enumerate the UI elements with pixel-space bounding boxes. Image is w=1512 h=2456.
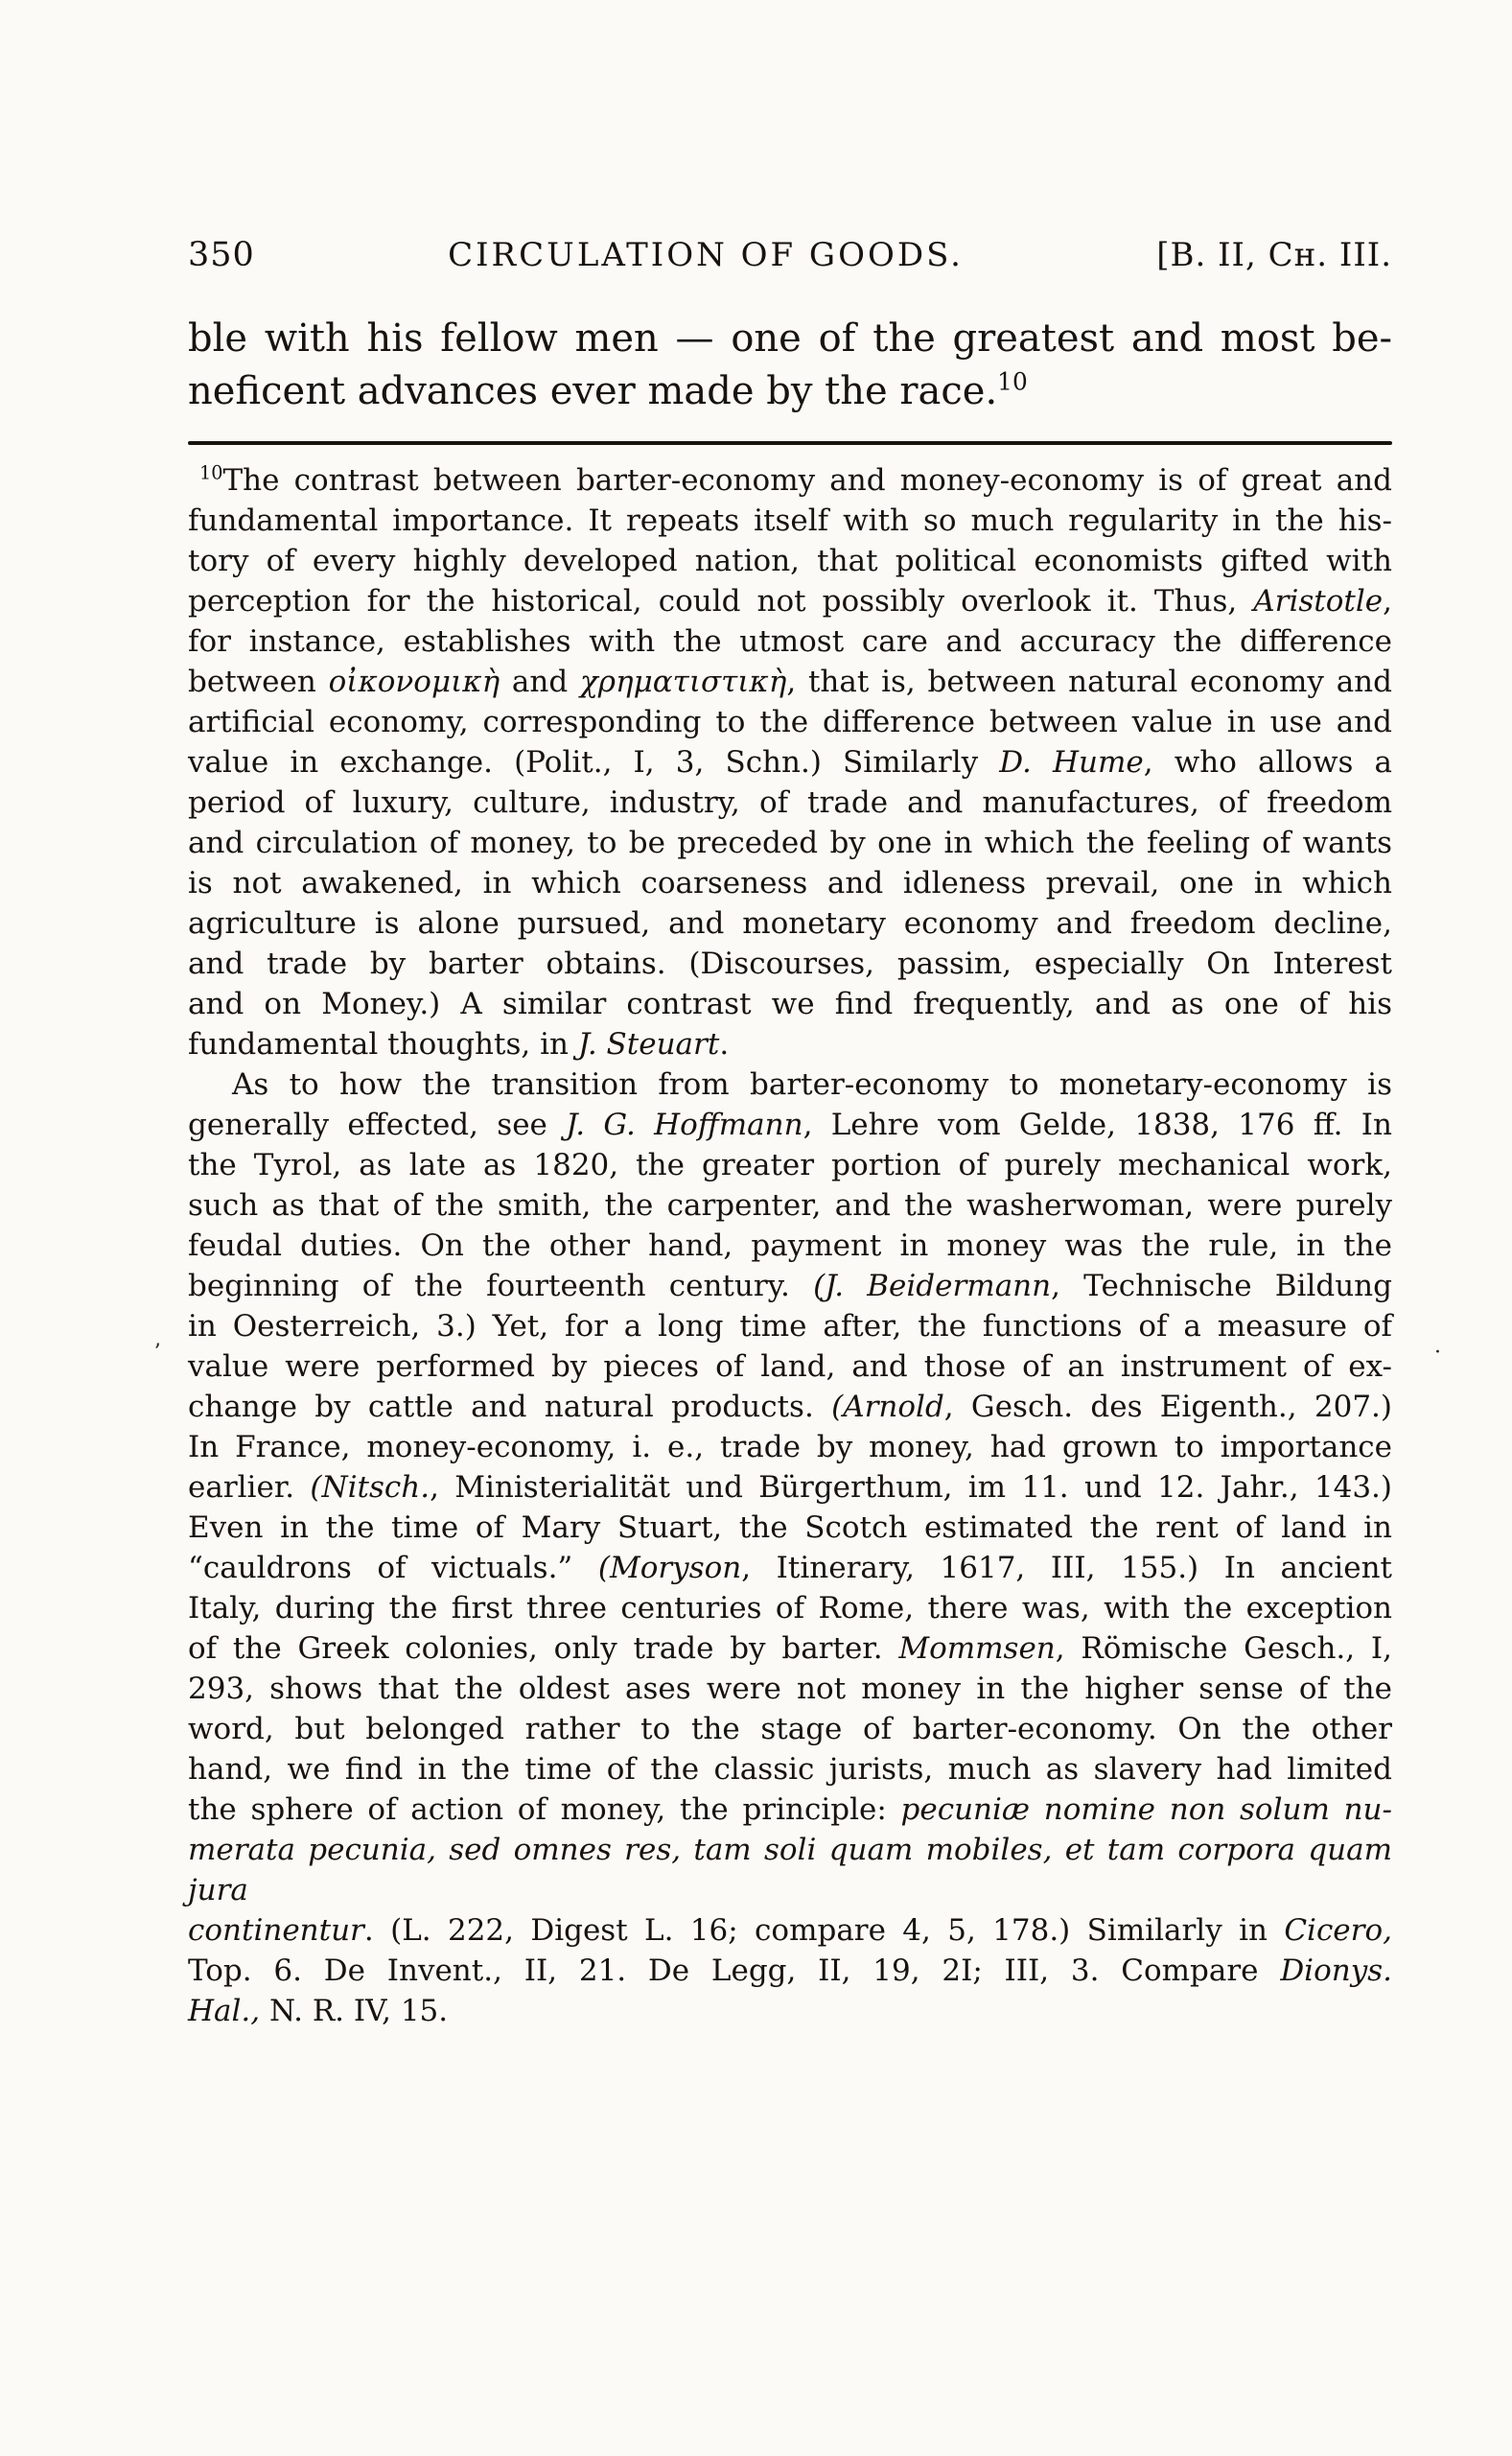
text-line: As to how the transition from barter-economy to monetary-economy is bbox=[232, 1067, 1392, 1102]
text-line: the Tyrol, as late as 1820, the greater portion of purely mechanical work, bbox=[188, 1148, 1392, 1182]
text-line: Hal., N. R. IV, 15. bbox=[188, 1994, 449, 2028]
text-line: and circulation of money, to be preceded by one in which the feeling of wants bbox=[188, 826, 1392, 860]
text-line: artificial economy, corresponding to the difference between value in use and bbox=[188, 705, 1392, 739]
text-line: and on Money.) A similar contrast we find frequently, and as one of his bbox=[188, 987, 1392, 1021]
text-column bbox=[188, 236, 1392, 2031]
text-line: change by cattle and natural products. (Arnold, Gesch. des Eigenth., 207.) bbox=[188, 1390, 1392, 1424]
text-line: value in exchange. (Polit., I, 3, Schn.) Similarly D. Hume, who allows a bbox=[188, 745, 1393, 780]
text-line: in Oesterreich, 3.) Yet, for a long time after, the functions of a measure of bbox=[188, 1309, 1392, 1344]
text-line: value were performed by pieces of land, and those of an instrument of ex- bbox=[188, 1349, 1392, 1384]
scan-speck-left: ʼ bbox=[153, 1341, 160, 1365]
text-line: fundamental thoughts, in J. Steuart. bbox=[188, 1027, 730, 1062]
chapter-reference: [B. II, Cʜ. III. bbox=[1156, 236, 1392, 274]
text-line: is not awakened, in which coarseness and idleness prevail, one in which bbox=[188, 866, 1392, 901]
text-line: such as that of the smith, the carpenter, and the washerwoman, were purely bbox=[188, 1188, 1392, 1223]
text-line: generally effected, see J. G. Hoffmann, Lehre vom Gelde, 1838, 176 ff. In bbox=[188, 1108, 1392, 1142]
text-line: Top. 6. De Invent., II, 21. De Legg, II, 19, 2I; III, 3. Compare Dionys. bbox=[188, 1953, 1392, 1988]
footnote-separator-rule bbox=[188, 441, 1392, 445]
text-line: perception for the historical, could not possibly overlook it. Thus, Aristotle, bbox=[188, 584, 1392, 619]
text-line: beginning of the fourteenth century. (J. Beidermann, Technische Bildung bbox=[188, 1269, 1392, 1303]
page-number: 350 bbox=[188, 236, 255, 274]
scan-speck-right: · bbox=[1434, 1341, 1441, 1365]
text-line: hand, we find in the time of the classic jurists, much as slavery had limited bbox=[188, 1752, 1392, 1787]
text-line: feudal duties. On the other hand, payment in money was the rule, in the bbox=[188, 1228, 1392, 1263]
text-line: earlier. (Nitsch., Ministerialität und Bürgerthum, im 11. und 12. Jahr., 143.) bbox=[188, 1470, 1393, 1505]
text-line: $^{10}$The contrast between barter-economy and money-economy is of great and bbox=[199, 461, 1392, 498]
footnote-text bbox=[188, 460, 1392, 2031]
text-line: fundamental importance. It repeats itself with so much regularity in the his- bbox=[188, 503, 1392, 538]
text-line: continentur. (L. 222, Digest L. 16; compare 4, 5, 178.) Similarly in Cicero, bbox=[188, 1913, 1392, 1948]
text-line: word, but belonged rather to the stage of barter-economy. On the other bbox=[188, 1712, 1392, 1746]
text-line: 293, shows that the oldest ases were not money in the higher sense of the bbox=[188, 1672, 1392, 1706]
text-line: Even in the time of Mary Stuart, the Scotch estimated the rent of land in bbox=[188, 1510, 1392, 1545]
running-title: CIRCULATION OF GOODS. bbox=[448, 236, 964, 274]
text-line: Italy, during the first three centuries of Rome, there was, with the exception bbox=[188, 1591, 1392, 1626]
text-line: and trade by barter obtains. (Discourses, passim, especially On Interest bbox=[188, 947, 1392, 981]
text-line: merata pecunia, sed omnes res, tam soli quam mobiles, et tam corpora quam jura bbox=[188, 1833, 1392, 1907]
text-line: agriculture is alone pursued, and monetary economy and freedom decline, bbox=[188, 906, 1392, 941]
body-paragraph bbox=[188, 313, 1392, 418]
text-line: the sphere of action of money, the principle: pecuniæ nomine non solum nu- bbox=[188, 1792, 1392, 1827]
running-header bbox=[188, 236, 1392, 274]
text-line: for instance, establishes with the utmost care and accuracy the difference bbox=[188, 624, 1392, 659]
text-line: period of luxury, culture, industry, of trade and manufactures, of freedom bbox=[188, 785, 1392, 820]
text-line: neficent advances ever made by the race.$^{10}$ bbox=[188, 367, 1028, 413]
text-line: of the Greek colonies, only trade by barter. Mommsen, Römische Gesch., I, bbox=[188, 1631, 1392, 1666]
text-line: In France, money-economy, i. e., trade by money, had grown to importance bbox=[188, 1430, 1392, 1464]
text-line: tory of every highly developed nation, that political economists gifted with bbox=[188, 544, 1392, 578]
text-line: “cauldrons of victuals.” (Moryson, Itinerary, 1617, III, 155.) In ancient bbox=[188, 1551, 1392, 1585]
text-line: ble with his fellow men — one of the greatest and most be- bbox=[188, 316, 1392, 361]
text-line: between οἰκονομικὴ and χρηματιστικὴ, that is, between natural economy and bbox=[188, 665, 1392, 699]
